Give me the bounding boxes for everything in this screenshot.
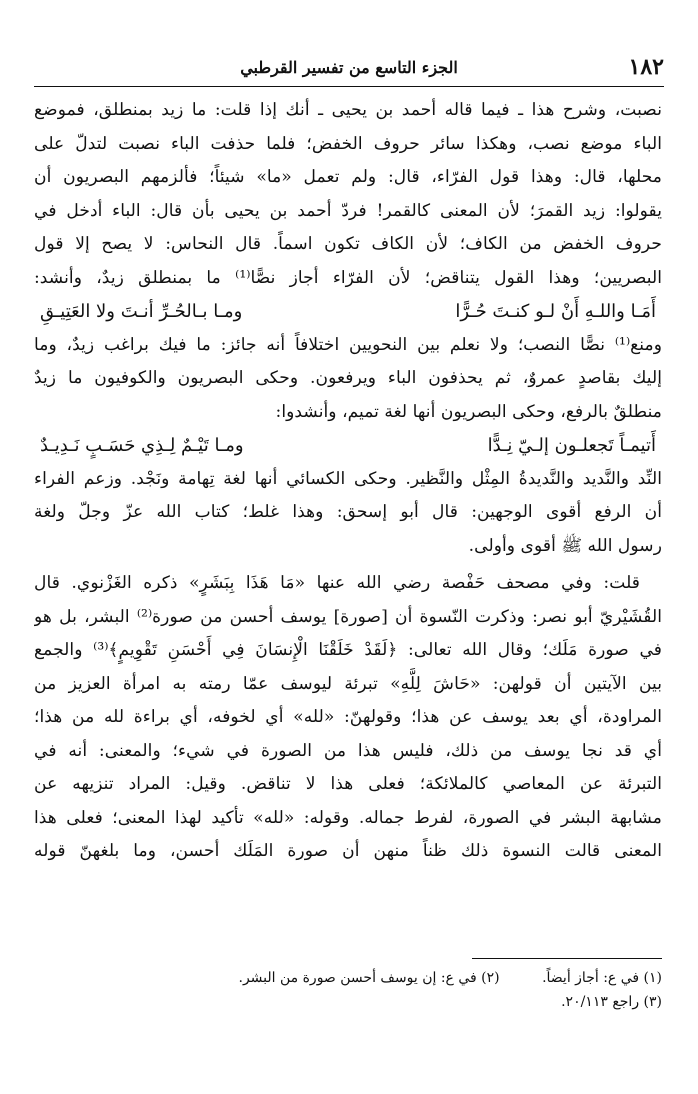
text-line: أن الرفع أقوى الوجهين: قال أبو إسحق: وهذا غلط؛ كتاب الله عزّ وجلّ ولغة <box>34 502 662 522</box>
footnote-divider <box>472 958 662 959</box>
poetry-verse <box>34 429 662 463</box>
text-line: في صورة مَلَك؛ وقال الله تعالى: ﴿لَقَدْ خَلَقْنَا الْإِنسَانَ فِي أَحْسَنِ تَقْوِيمٍ﴾⁽³⁾ والجمع <box>34 640 662 660</box>
text-line: بين الآيتين أن قولهن: «حَاشَ لِلَّهِ» تبرئة ليوسف عمّا رمته به امرأة العزيز من <box>34 673 662 694</box>
text-line: الباء موضع نصب، وهكذا سائر حروف الخفض؛ فلما حذفت الباء نصبت لتدلّ على <box>34 133 662 154</box>
text-line: رسول الله ﷺ أقوى وأولى. <box>468 535 662 556</box>
footnote-line <box>36 966 662 990</box>
text-line: يقولوا: زيد القمرَ؛ لأن المعنى كالقمر! فردّ أحمد بن يحيى بأن قال: الباء أدخل في <box>34 200 662 221</box>
text-line: القُشَيْريّ أبو نصر: وذكرت النّسوة أن [صورة] يوسف أحسن من صورة⁽²⁾ البشر، بل هو <box>34 606 662 627</box>
text-line: منطلقٌ بالرفع، وحكى البصريون أنها لغة تميم، وأنشدوا: <box>275 401 662 422</box>
poetry-verse <box>34 295 662 329</box>
footnote-3: (٣) راجع ٢٠/١١٣. <box>561 994 662 1010</box>
text-line: ومنع⁽¹⁾ نصًّا النصب؛ ولا نعلم بين النحويين اختلافاً أنه جائز: ما فيك براغب زيدٌ، وما <box>34 334 662 355</box>
text-line: أي قد نجا يوسف من ذلك، فليس هذا من الصورة في شيء؛ والمعنى: أنه في <box>34 740 662 761</box>
verse-first-hemistich: أَتيمـاً تَجعلـون إلـيّ نِـدًّا <box>487 435 656 456</box>
text-line: المراودة، أي بعد يوسف عن هذا؛ وقولهنّ: «لله» أي لخوفه، أي براءة لله من هذا؛ <box>34 707 662 727</box>
text-line: حروف الخفض من الكاف؛ لأن الكاف تكون اسماً. قال النحاس: لا يصح إلا قول <box>34 234 662 254</box>
text-line: قلت: وفي مصحف حَفْصة رضي الله عنها «مَا هَذَا بِبَشَرٍ» ذكره الغَزْنوي. قال <box>34 573 640 593</box>
text-line: مشابهة البشر في الصورة، لفرط جماله. وقوله: «لله» تأكيد لهذا المعنى؛ فعلى هذا <box>34 807 662 828</box>
page-header <box>34 52 664 87</box>
verse-second-hemistich: ومـا بـالحُـرِّ أنـتَ ولا العَتِيـقِ <box>40 301 243 322</box>
text-line: النِّد والنَّديد والنَّديدةُ المِثْل والنَّظير. وحكى الكسائي أنها لغة تِهامة ونَجْد. وزعم الفراء <box>34 468 662 489</box>
running-title: الجزء التاسع من تفسير القرطبي <box>240 58 458 77</box>
main-text <box>34 94 662 869</box>
text-line: البصريين؛ وهذا القول يتناقض؛ لأن الفرّاء أجاز نصًّا⁽¹⁾ ما بمنطلق زيدٌ، وأنشد: <box>34 267 662 288</box>
text-line: المعنى قالت النسوة ذلك ظناً منهن أن صورة المَلَك أحسن، وما بلغهنّ قوله <box>34 841 662 861</box>
footnote-line <box>36 990 662 1014</box>
footnote-1: (١) في ع: أجاز أيضاً. <box>542 970 662 986</box>
text-line: محلها، قال: وهذا قول الفرّاء، قال: ولم تعمل «ما» شيئاً؛ فألزمهم البصريون أن <box>34 167 662 187</box>
verse-second-hemistich: ومـا تَيْـمٌ لِـذِي حَسَـبٍ نَـدِيـدٌ <box>40 435 244 456</box>
text-line: التبرئة عن المعاصي كالملائكة؛ فعلى هذا لا تناقض. وقيل: المراد تنزيهه عن <box>34 774 662 794</box>
text-line: نصبت، وشرح هذا ـ فيما قاله أحمد بن يحيى ـ أنك إذا قلت: ما زيد بمنطلق، فموضع <box>34 100 662 120</box>
footnotes <box>36 966 662 1014</box>
page-number: ١٨٢ <box>628 54 664 80</box>
footnote-2: (٢) في ع: إن يوسف أحسن صورة من البشر. <box>238 970 500 986</box>
verse-first-hemistich: أَمَـا واللـهِ أَنْ لـو كنـتَ حُـرًّا <box>455 301 656 322</box>
text-line: إليك بقاصدٍ عمروٌ، ثم يحذفون الباء ويرفعون. وحكى البصريون والكوفيون ما زيدٌ <box>34 368 662 388</box>
